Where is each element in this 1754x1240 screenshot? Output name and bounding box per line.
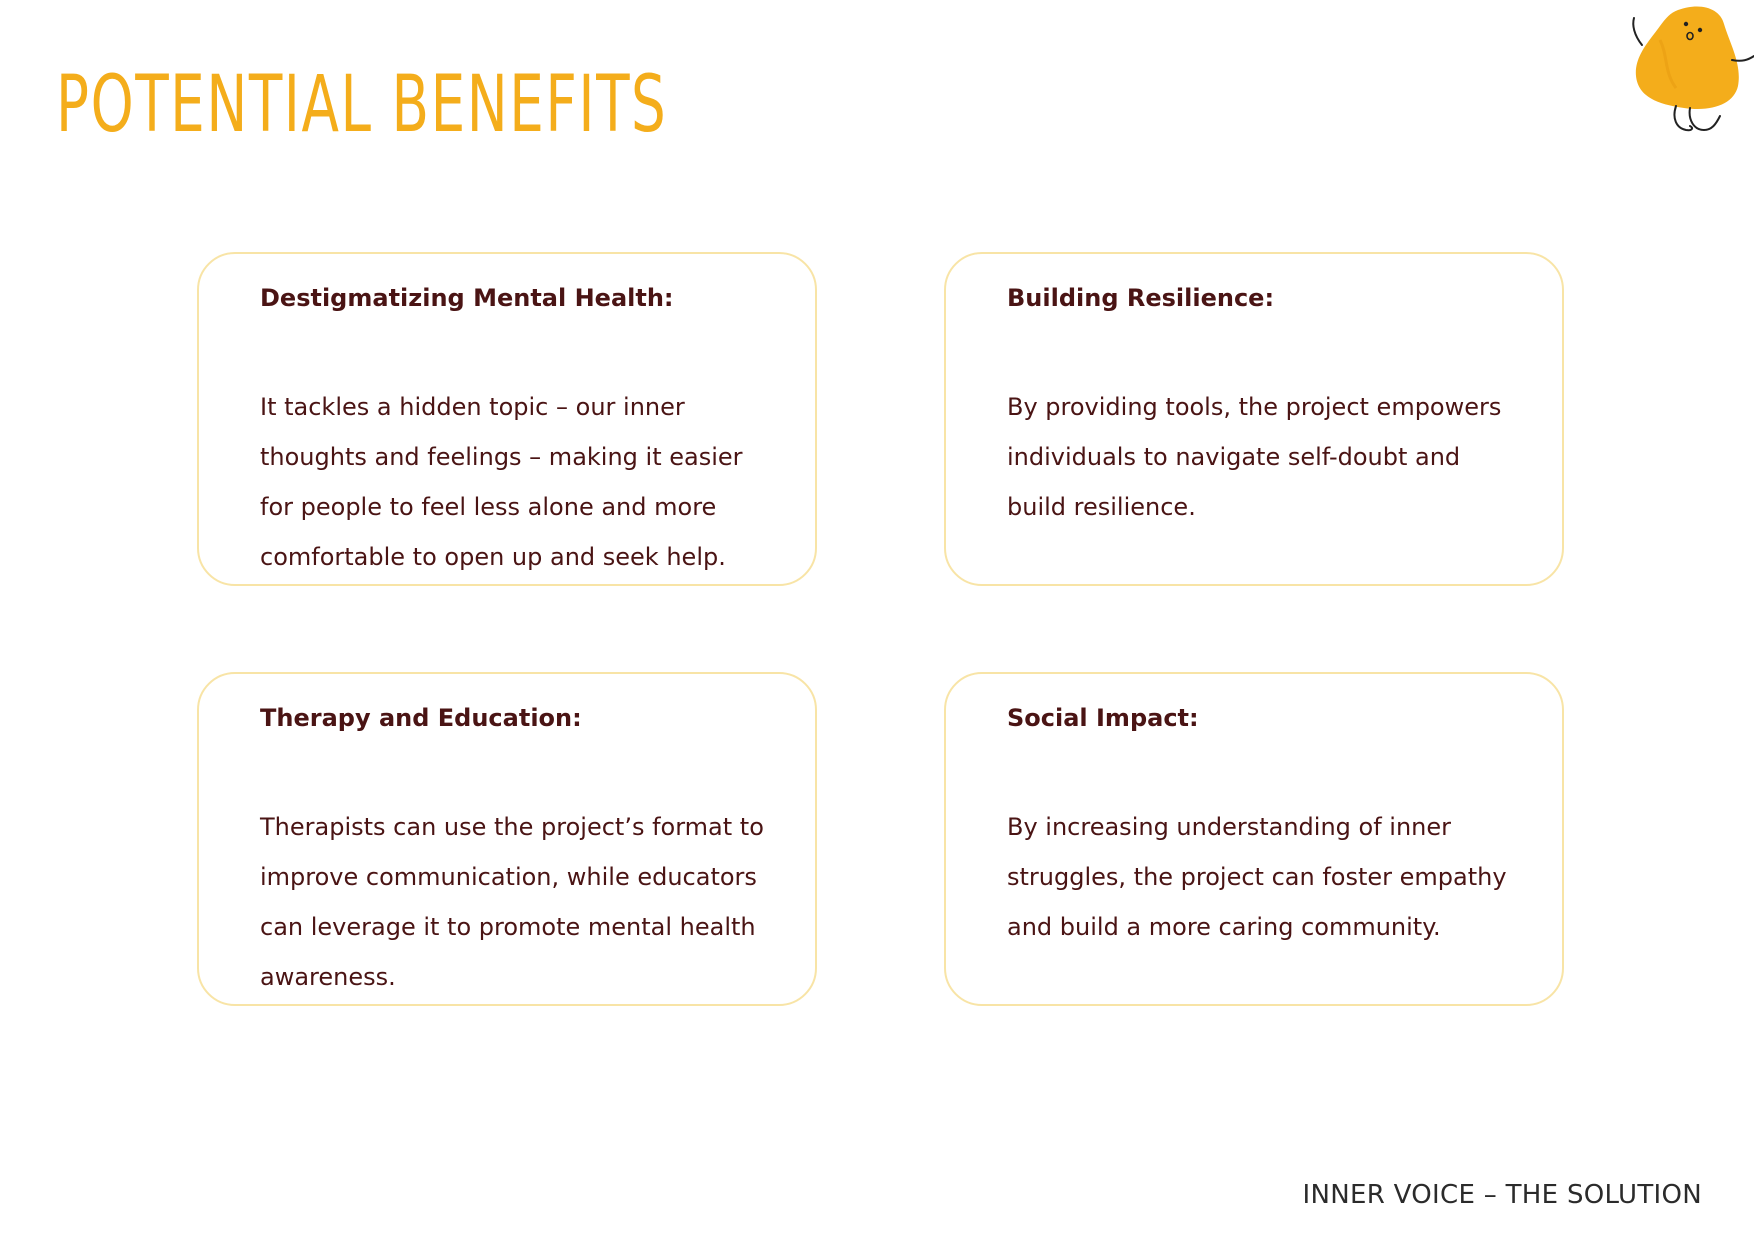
page-title: POTENTIAL BENEFITS xyxy=(56,60,668,150)
card-heading: Therapy and Education: xyxy=(260,704,582,732)
card-heading: Building Resilience: xyxy=(1007,284,1275,312)
benefit-card-social-impact xyxy=(944,672,1564,1006)
card-body: By increasing understanding of inner struggles, the project can foster empathy and build a more caring community. xyxy=(1007,813,1507,941)
card-body: It tackles a hidden topic – our inner thoughts and feelings – making it easier for people to feel less alone and more comfortable to open up and seek help. xyxy=(260,393,743,571)
mascot-character-icon xyxy=(1620,0,1754,150)
benefit-card-destigmatizing xyxy=(197,252,817,586)
card-heading: Destigmatizing Mental Health: xyxy=(260,284,674,312)
benefit-card-therapy-education xyxy=(197,672,817,1006)
card-heading: Social Impact: xyxy=(1007,704,1199,732)
footer-section-label: INNER VOICE – THE SOLUTION xyxy=(1302,1180,1702,1210)
benefit-card-resilience xyxy=(944,252,1564,586)
card-body: By providing tools, the project empowers individuals to navigate self-doubt and build resilience. xyxy=(1007,393,1502,521)
card-body: Therapists can use the project’s format to improve communication, while educators can leverage it to promote mental health awareness. xyxy=(260,813,764,991)
